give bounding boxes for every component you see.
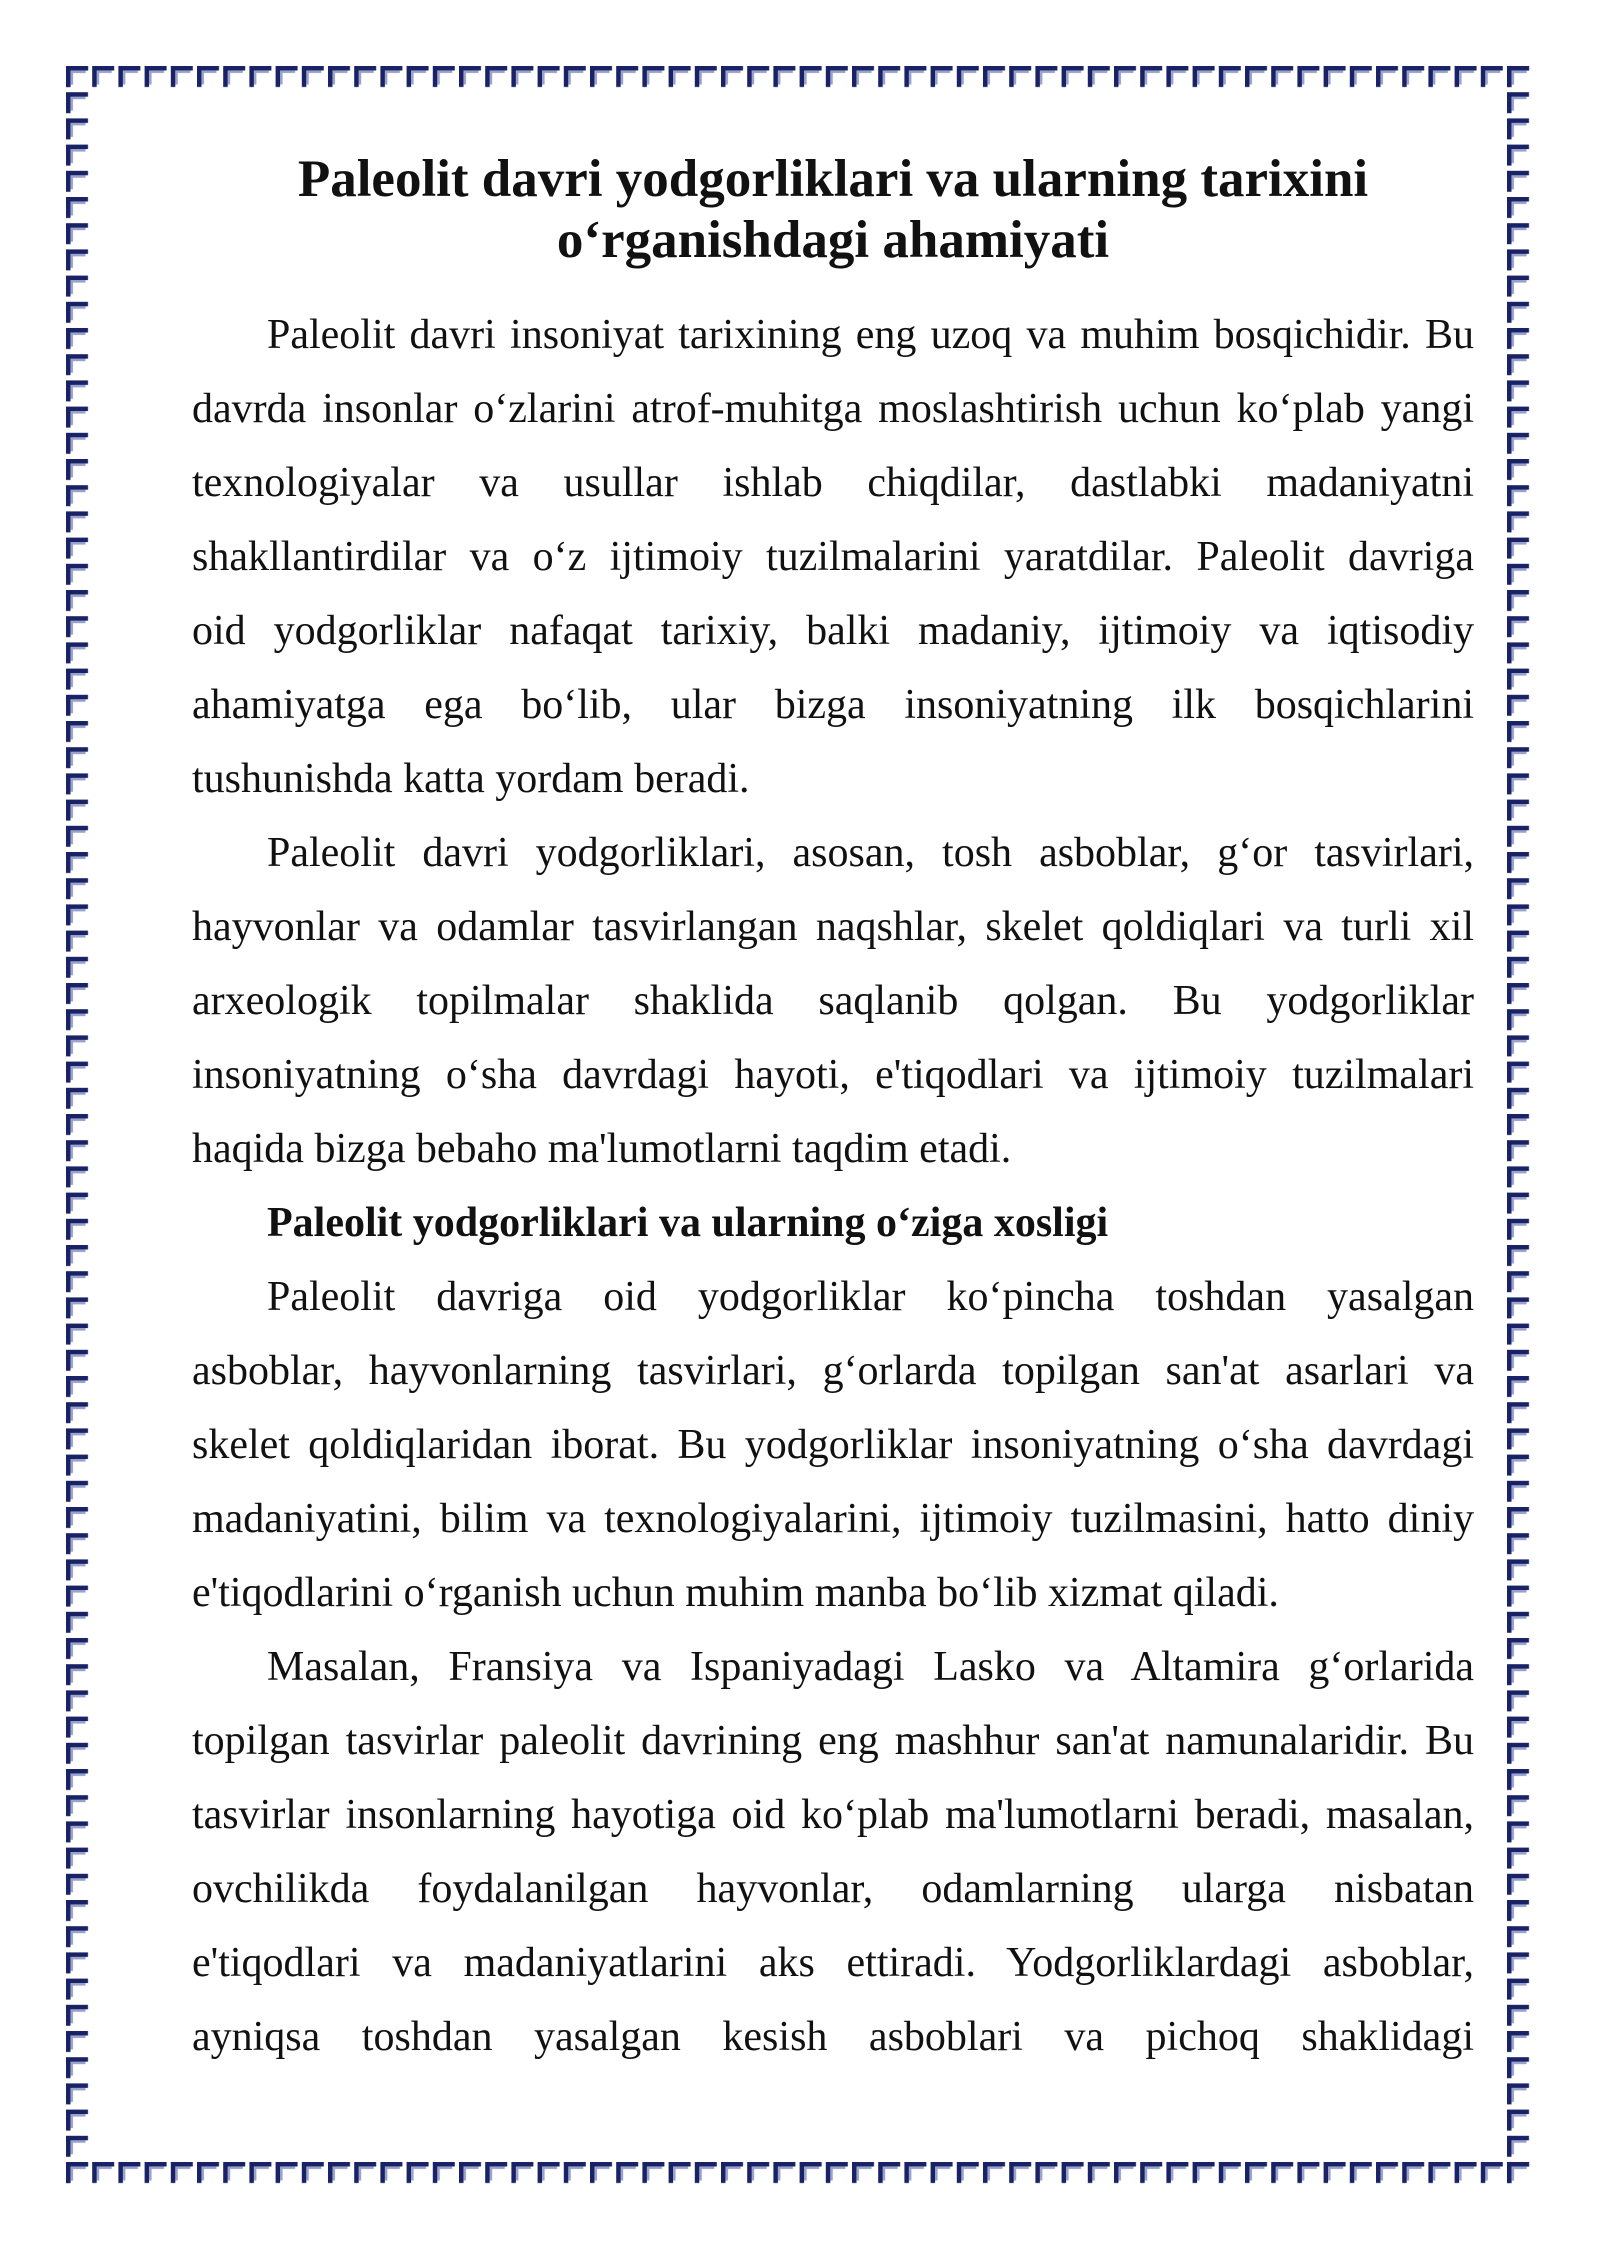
paragraph-line: e'tiqodlarini o‘rganish uchun muhim manba bo‘lib xizmat qiladi.	[192, 1570, 1279, 1616]
paragraph-line: e'tiqodlari va madaniyatlarini aks ettiradi. Yodgorliklardagi asboblar,	[192, 1940, 1474, 1986]
paragraph	[192, 1630, 1474, 2074]
section-heading: Paleolit yodgorliklari va ularning o‘ziga xosligi	[267, 1200, 1109, 1246]
paragraph-line: ovchilikda foydalanilgan hayvonlar, odamlarning ularga nisbatan	[192, 1866, 1474, 1912]
paragraph-line: topilgan tasvirlar paleolit davrining eng mashhur san'at namunalaridir. Bu	[192, 1718, 1474, 1764]
paragraph-line: Paleolit davriga oid yodgorliklar ko‘pincha toshdan yasalgan	[267, 1274, 1474, 1320]
document-body	[192, 298, 1474, 2074]
paragraph-line: Masalan, Fransiya va Ispaniyadagi Lasko va Altamira g‘orlarida	[267, 1644, 1474, 1690]
document-title	[192, 149, 1474, 271]
paragraph-line: arxeologik topilmalar shaklida saqlanib qolgan. Bu yodgorliklar	[192, 978, 1474, 1024]
title-line: o‘rganishdagi ahamiyati	[556, 211, 1110, 269]
paragraph-line: texnologiyalar va usullar ishlab chiqdilar, dastlabki madaniyatni	[192, 460, 1474, 506]
paragraph-line: Paleolit davri yodgorliklari, asosan, tosh asboblar, g‘or tasvirlari,	[267, 830, 1474, 876]
paragraph-line: oid yodgorliklar nafaqat tarixiy, balki madaniy, ijtimoiy va iqtisodiy	[192, 608, 1474, 654]
border-top	[65, 65, 1532, 91]
paragraph-line: skelet qoldiqlaridan iborat. Bu yodgorliklar insoniyatning o‘sha davrdagi	[192, 1422, 1474, 1468]
paragraph-line: asboblar, hayvonlarning tasvirlari, g‘orlarda topilgan san'at asarlari va	[192, 1348, 1474, 1394]
paragraph	[192, 816, 1474, 1186]
paragraph-line: davrda insonlar o‘zlarini atrof-muhitga moslashtirish uchun ko‘plab yangi	[192, 386, 1474, 432]
paragraph-line: ayniqsa toshdan yasalgan kesish asboblari va pichoq shaklidagi	[192, 2014, 1474, 2060]
paragraph-line: tushunishda katta yordam beradi.	[192, 756, 750, 802]
paragraph-line: shakllantirdilar va o‘z ijtimoiy tuzilmalarini yaratdilar. Paleolit davriga	[192, 534, 1474, 580]
paragraph	[192, 298, 1474, 816]
paragraph	[192, 1260, 1474, 1630]
border-right	[1506, 65, 1532, 2187]
paragraph-line: ahamiyatga ega bo‘lib, ular bizga insoniyatning ilk bosqichlarini	[192, 682, 1474, 728]
title-line: Paleolit davri yodgorliklari va ularning tarixini	[297, 150, 1369, 208]
border-bottom	[65, 2161, 1532, 2187]
border-left	[65, 65, 91, 2187]
paragraph-line: madaniyatini, bilim va texnologiyalarini, ijtimoiy tuzilmasini, hatto diniy	[192, 1496, 1474, 1542]
paragraph-line: hayvonlar va odamlar tasvirlangan naqshlar, skelet qoldiqlari va turli xil	[192, 904, 1474, 950]
paragraph-line: Paleolit davri insoniyat tarixining eng uzoq va muhim bosqichidir. Bu	[267, 312, 1474, 358]
paragraph-line: tasvirlar insonlarning hayotiga oid ko‘plab ma'lumotlarni beradi, masalan,	[192, 1792, 1474, 1838]
paragraph-line: haqida bizga bebaho ma'lumotlarni taqdim etadi.	[192, 1126, 1012, 1172]
paragraph-line: insoniyatning o‘sha davrdagi hayoti, e'tiqodlari va ijtimoiy tuzilmalari	[192, 1052, 1474, 1098]
